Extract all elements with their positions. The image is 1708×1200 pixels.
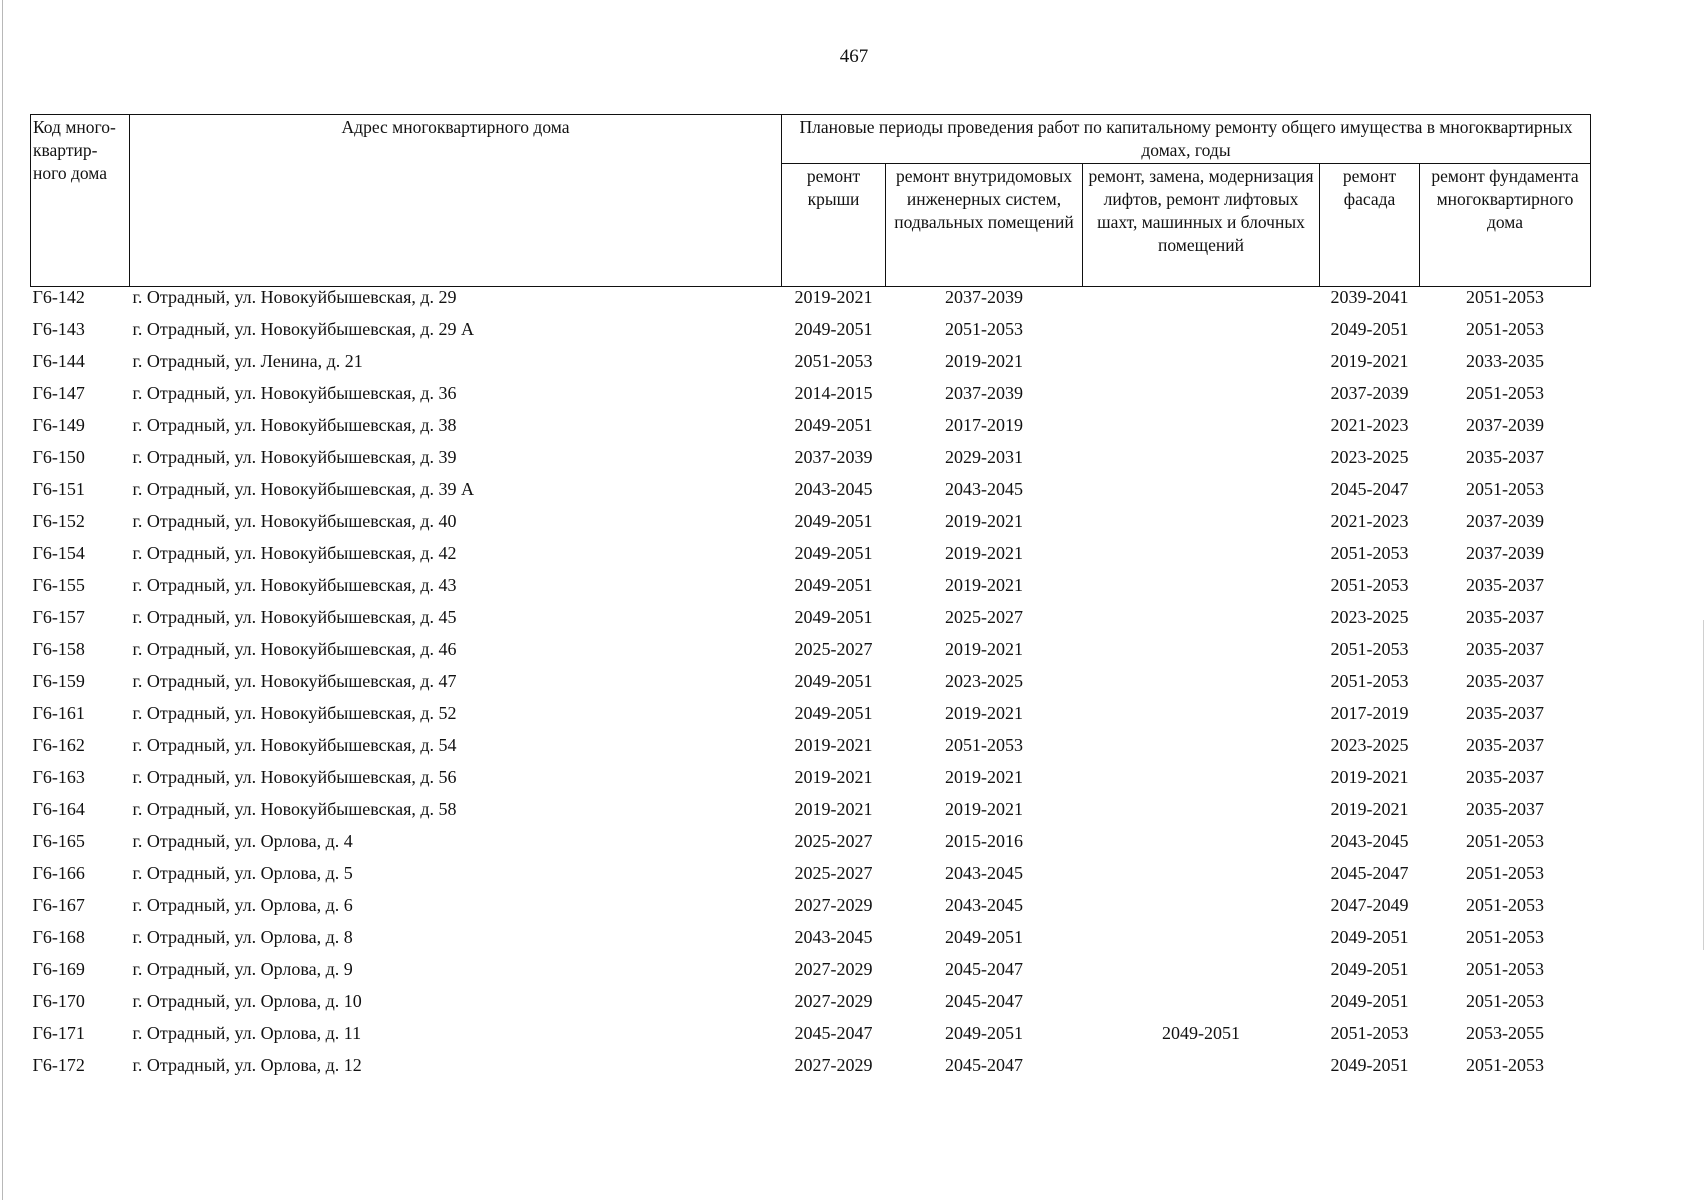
cell-foundation: 2037-2039 xyxy=(1466,511,1544,531)
cell-elevators xyxy=(1083,511,1320,543)
cell-elevators xyxy=(1083,575,1320,607)
cell-elevators xyxy=(1083,639,1320,671)
cell-facade: 2049-2051 xyxy=(1330,319,1409,339)
cell-engineering: 2051-2053 xyxy=(945,735,1023,755)
cell-foundation: 2051-2053 xyxy=(1466,831,1544,851)
cell-engineering: 2017-2019 xyxy=(945,415,1023,435)
cell-elevators xyxy=(1083,607,1320,639)
cell-facade: 2051-2053 xyxy=(1330,1023,1409,1043)
cell-elevators xyxy=(1083,319,1320,351)
cell-roof: 2043-2045 xyxy=(794,479,873,499)
cell-foundation: 2035-2037 xyxy=(1466,639,1544,659)
cell-foundation: 2051-2053 xyxy=(1466,319,1544,339)
cell-elevators xyxy=(1083,927,1320,959)
cell-roof: 2027-2029 xyxy=(794,991,873,1011)
cell-roof: 2025-2027 xyxy=(794,863,873,883)
cell-elevators xyxy=(1083,863,1320,895)
cell-foundation: 2051-2053 xyxy=(1466,895,1544,915)
cell-elevators xyxy=(1083,671,1320,703)
cell-foundation: 2037-2039 xyxy=(1466,543,1544,563)
cell-address: г. Отрадный, ул. Орлова, д. 4 xyxy=(132,831,353,851)
cell-foundation: 2051-2053 xyxy=(1466,287,1544,307)
cell-elevators xyxy=(1083,895,1320,927)
cell-elevators xyxy=(1083,831,1320,863)
cell-elevators xyxy=(1083,767,1320,799)
cell-foundation: 2053-2055 xyxy=(1466,1023,1544,1043)
cell-engineering: 2019-2021 xyxy=(945,799,1023,819)
cell-roof: 2019-2021 xyxy=(794,799,873,819)
header-code: Код много-квартир-ного дома xyxy=(31,115,130,287)
table-row xyxy=(31,703,1591,735)
cell-facade: 2023-2025 xyxy=(1330,447,1409,467)
cell-code: Г6-161 xyxy=(32,703,85,723)
cell-elevators xyxy=(1083,287,1320,320)
cell-facade: 2051-2053 xyxy=(1330,575,1409,595)
cell-facade: 2051-2053 xyxy=(1330,671,1409,691)
cell-engineering: 2049-2051 xyxy=(945,1023,1023,1043)
table-row xyxy=(31,671,1591,703)
cell-code: Г6-158 xyxy=(32,639,85,659)
table-row xyxy=(31,1055,1591,1087)
cell-code: Г6-162 xyxy=(32,735,85,755)
cell-engineering: 2019-2021 xyxy=(945,511,1023,531)
cell-address: г. Отрадный, ул. Новокуйбышевская, д. 39 А xyxy=(132,479,475,499)
cell-facade: 2051-2053 xyxy=(1330,543,1409,563)
cell-elevators xyxy=(1083,543,1320,575)
cell-code: Г6-150 xyxy=(32,447,85,467)
cell-foundation: 2051-2053 xyxy=(1466,863,1544,883)
cell-address: г. Отрадный, ул. Новокуйбышевская, д. 58 xyxy=(132,799,457,819)
cell-address: г. Отрадный, ул. Новокуйбышевская, д. 56 xyxy=(132,767,457,787)
cell-engineering: 2043-2045 xyxy=(945,479,1023,499)
table-row xyxy=(31,767,1591,799)
cell-address: г. Отрадный, ул. Новокуйбышевская, д. 38 xyxy=(132,415,457,435)
capital-repair-table xyxy=(30,114,1591,1087)
cell-foundation: 2051-2053 xyxy=(1466,927,1544,947)
cell-engineering: 2019-2021 xyxy=(945,543,1023,563)
cell-code: Г6-152 xyxy=(32,511,85,531)
cell-address: г. Отрадный, ул. Орлова, д. 9 xyxy=(132,959,353,979)
cell-roof: 2025-2027 xyxy=(794,639,873,659)
table-row xyxy=(31,1023,1591,1055)
cell-code: Г6-149 xyxy=(32,415,85,435)
cell-engineering: 2019-2021 xyxy=(945,703,1023,723)
cell-elevators xyxy=(1083,703,1320,735)
scan-edge-right xyxy=(1703,620,1704,950)
cell-facade: 2045-2047 xyxy=(1330,863,1409,883)
cell-facade: 2049-2051 xyxy=(1330,927,1409,947)
table-row xyxy=(31,927,1591,959)
cell-facade: 2023-2025 xyxy=(1330,735,1409,755)
cell-engineering: 2019-2021 xyxy=(945,575,1023,595)
cell-roof: 2049-2051 xyxy=(794,703,873,723)
cell-roof: 2049-2051 xyxy=(794,319,873,339)
cell-foundation: 2051-2053 xyxy=(1466,959,1544,979)
cell-foundation: 2037-2039 xyxy=(1466,415,1544,435)
cell-address: г. Отрадный, ул. Новокуйбышевская, д. 46 xyxy=(132,639,457,659)
cell-code: Г6-170 xyxy=(32,991,85,1011)
table-row xyxy=(31,575,1591,607)
cell-foundation: 2035-2037 xyxy=(1466,735,1544,755)
cell-address: г. Отрадный, ул. Новокуйбышевская, д. 42 xyxy=(132,543,457,563)
cell-elevators xyxy=(1083,479,1320,511)
cell-code: Г6-168 xyxy=(32,927,85,947)
cell-foundation: 2051-2053 xyxy=(1466,1055,1544,1075)
table-row xyxy=(31,959,1591,991)
cell-code: Г6-165 xyxy=(32,831,85,851)
cell-facade: 2019-2021 xyxy=(1330,799,1409,819)
cell-elevators xyxy=(1083,991,1320,1023)
header-facade: ремонт фасада xyxy=(1320,164,1420,287)
cell-code: Г6-147 xyxy=(32,383,85,403)
cell-facade: 2045-2047 xyxy=(1330,479,1409,499)
header-periods: Плановые периоды проведения работ по капитальному ремонту общего имущества в многоквартирных домах, годы xyxy=(782,115,1591,164)
cell-foundation: 2035-2037 xyxy=(1466,799,1544,819)
cell-facade: 2047-2049 xyxy=(1330,895,1409,915)
cell-elevators xyxy=(1083,447,1320,479)
cell-address: г. Отрадный, ул. Ленина, д. 21 xyxy=(132,351,363,371)
cell-engineering: 2043-2045 xyxy=(945,895,1023,915)
header-elevators: ремонт, замена, модернизация лифтов, ремонт лифтовых шахт, машинных и блочных помещений xyxy=(1083,164,1320,287)
cell-foundation: 2035-2037 xyxy=(1466,607,1544,627)
cell-code: Г6-172 xyxy=(32,1055,85,1075)
cell-address: г. Отрадный, ул. Новокуйбышевская, д. 40 xyxy=(132,511,457,531)
cell-engineering: 2019-2021 xyxy=(945,351,1023,371)
cell-roof: 2019-2021 xyxy=(794,287,873,307)
cell-foundation: 2033-2035 xyxy=(1466,351,1544,371)
cell-engineering: 2019-2021 xyxy=(945,767,1023,787)
cell-code: Г6-167 xyxy=(32,895,85,915)
cell-engineering: 2023-2025 xyxy=(945,671,1023,691)
cell-engineering: 2045-2047 xyxy=(945,959,1023,979)
cell-facade: 2051-2053 xyxy=(1330,639,1409,659)
cell-elevators xyxy=(1083,735,1320,767)
cell-engineering: 2037-2039 xyxy=(945,287,1023,307)
table-row xyxy=(31,735,1591,767)
cell-code: Г6-155 xyxy=(32,575,85,595)
cell-facade: 2049-2051 xyxy=(1330,959,1409,979)
cell-elevators: 2049-2051 xyxy=(1162,1023,1240,1043)
cell-code: Г6-169 xyxy=(32,959,85,979)
cell-engineering: 2037-2039 xyxy=(945,383,1023,403)
cell-elevators xyxy=(1083,959,1320,991)
cell-foundation: 2035-2037 xyxy=(1466,575,1544,595)
cell-roof: 2025-2027 xyxy=(794,831,873,851)
cell-roof: 2049-2051 xyxy=(794,511,873,531)
cell-facade: 2049-2051 xyxy=(1330,1055,1409,1075)
table-row xyxy=(31,511,1591,543)
cell-code: Г6-143 xyxy=(32,319,85,339)
cell-code: Г6-144 xyxy=(32,351,85,371)
cell-roof: 2051-2053 xyxy=(794,351,873,371)
cell-roof: 2045-2047 xyxy=(794,1023,873,1043)
cell-facade: 2037-2039 xyxy=(1330,383,1409,403)
cell-roof: 2027-2029 xyxy=(794,959,873,979)
cell-facade: 2043-2045 xyxy=(1330,831,1409,851)
table-row xyxy=(31,639,1591,671)
cell-roof: 2027-2029 xyxy=(794,1055,873,1075)
table-row xyxy=(31,447,1591,479)
cell-roof: 2049-2051 xyxy=(794,671,873,691)
cell-code: Г6-163 xyxy=(32,767,85,787)
cell-roof: 2049-2051 xyxy=(794,607,873,627)
table-row xyxy=(31,831,1591,863)
cell-roof: 2019-2021 xyxy=(794,767,873,787)
cell-foundation: 2035-2037 xyxy=(1466,767,1544,787)
cell-address: г. Отрадный, ул. Новокуйбышевская, д. 39 xyxy=(132,447,457,467)
cell-elevators xyxy=(1083,1055,1320,1087)
cell-engineering: 2045-2047 xyxy=(945,991,1023,1011)
cell-engineering: 2051-2053 xyxy=(945,319,1023,339)
cell-foundation: 2051-2053 xyxy=(1466,383,1544,403)
cell-facade: 2021-2023 xyxy=(1330,415,1409,435)
cell-facade: 2019-2021 xyxy=(1330,767,1409,787)
cell-elevators xyxy=(1083,415,1320,447)
cell-foundation: 2035-2037 xyxy=(1466,671,1544,691)
cell-facade: 2019-2021 xyxy=(1330,351,1409,371)
cell-engineering: 2015-2016 xyxy=(945,831,1023,851)
cell-address: г. Отрадный, ул. Новокуйбышевская, д. 36 xyxy=(132,383,457,403)
cell-roof: 2049-2051 xyxy=(794,543,873,563)
header-roof: ремонт крыши xyxy=(782,164,886,287)
table-row xyxy=(31,607,1591,639)
page-number: 467 xyxy=(839,46,869,67)
table-row xyxy=(31,351,1591,383)
table-row xyxy=(31,287,1591,320)
cell-roof: 2049-2051 xyxy=(794,415,873,435)
cell-engineering: 2043-2045 xyxy=(945,863,1023,883)
cell-address: г. Отрадный, ул. Новокуйбышевская, д. 29 А xyxy=(132,319,475,339)
cell-elevators xyxy=(1083,799,1320,831)
scan-edge-left xyxy=(2,0,3,1200)
cell-code: Г6-164 xyxy=(32,799,85,819)
cell-elevators xyxy=(1083,351,1320,383)
cell-address: г. Отрадный, ул. Орлова, д. 6 xyxy=(132,895,353,915)
cell-roof: 2014-2015 xyxy=(794,383,873,403)
cell-facade: 2039-2041 xyxy=(1330,287,1409,307)
cell-code: Г6-171 xyxy=(32,1023,85,1043)
cell-foundation: 2035-2037 xyxy=(1466,703,1544,723)
cell-address: г. Отрадный, ул. Орлова, д. 10 xyxy=(132,991,362,1011)
table-row xyxy=(31,543,1591,575)
cell-address: г. Отрадный, ул. Новокуйбышевская, д. 52 xyxy=(132,703,457,723)
table-body xyxy=(31,287,1591,1088)
cell-address: г. Отрадный, ул. Орлова, д. 12 xyxy=(132,1055,362,1075)
cell-elevators xyxy=(1083,383,1320,415)
cell-code: Г6-157 xyxy=(32,607,85,627)
cell-foundation: 2051-2053 xyxy=(1466,479,1544,499)
cell-code: Г6-166 xyxy=(32,863,85,883)
cell-code: Г6-151 xyxy=(32,479,85,499)
cell-address: г. Отрадный, ул. Новокуйбышевская, д. 47 xyxy=(132,671,457,691)
cell-engineering: 2045-2047 xyxy=(945,1055,1023,1075)
table-row xyxy=(31,479,1591,511)
cell-roof: 2049-2051 xyxy=(794,575,873,595)
cell-engineering: 2049-2051 xyxy=(945,927,1023,947)
cell-facade: 2049-2051 xyxy=(1330,991,1409,1011)
cell-facade: 2023-2025 xyxy=(1330,607,1409,627)
cell-foundation: 2051-2053 xyxy=(1466,991,1544,1011)
header-address: Адрес многоквартирного дома xyxy=(130,115,782,287)
cell-engineering: 2019-2021 xyxy=(945,639,1023,659)
cell-roof: 2043-2045 xyxy=(794,927,873,947)
cell-address: г. Отрадный, ул. Новокуйбышевская, д. 45 xyxy=(132,607,457,627)
cell-address: г. Отрадный, ул. Новокуйбышевская, д. 43 xyxy=(132,575,457,595)
cell-engineering: 2025-2027 xyxy=(945,607,1023,627)
table-row xyxy=(31,863,1591,895)
cell-roof: 2027-2029 xyxy=(794,895,873,915)
cell-address: г. Отрадный, ул. Орлова, д. 5 xyxy=(132,863,353,883)
cell-roof: 2037-2039 xyxy=(794,447,873,467)
cell-address: г. Отрадный, ул. Орлова, д. 8 xyxy=(132,927,353,947)
cell-engineering: 2029-2031 xyxy=(945,447,1023,467)
cell-facade: 2021-2023 xyxy=(1330,511,1409,531)
table-row xyxy=(31,415,1591,447)
cell-address: г. Отрадный, ул. Новокуйбышевская, д. 54 xyxy=(132,735,457,755)
header-foundation: ремонт фундамента многоквартирного дома xyxy=(1420,164,1591,287)
cell-foundation: 2035-2037 xyxy=(1466,447,1544,467)
cell-address: г. Отрадный, ул. Новокуйбышевская, д. 29 xyxy=(132,287,457,307)
table-row xyxy=(31,991,1591,1023)
table-row xyxy=(31,383,1591,415)
table-row xyxy=(31,319,1591,351)
cell-address: г. Отрадный, ул. Орлова, д. 11 xyxy=(132,1023,362,1043)
cell-code: Г6-154 xyxy=(32,543,85,563)
table-header xyxy=(31,115,1591,287)
cell-roof: 2019-2021 xyxy=(794,735,873,755)
cell-code: Г6-159 xyxy=(32,671,85,691)
header-engineering: ремонт внутридомовых инженерных систем, подвальных помещений xyxy=(886,164,1083,287)
table-row xyxy=(31,799,1591,831)
cell-code: Г6-142 xyxy=(32,287,85,307)
cell-facade: 2017-2019 xyxy=(1330,703,1409,723)
table-row xyxy=(31,895,1591,927)
